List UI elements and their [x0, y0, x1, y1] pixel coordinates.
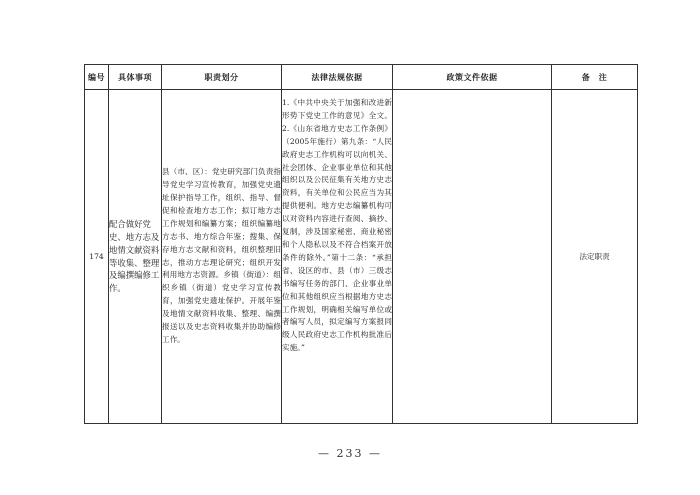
- page-number: — 233 —: [318, 447, 382, 460]
- row-policy: [393, 90, 552, 424]
- header-note: 备 注: [552, 65, 638, 90]
- row-item: 配合做好党史、地方志及地情文献资料等收集、整理及编撰编修工作。: [109, 90, 162, 424]
- responsibility-table: [84, 64, 638, 424]
- header-item: 具体事项: [109, 65, 162, 90]
- header-law: 法律法规依据: [282, 65, 393, 90]
- header-no: 编号: [85, 65, 109, 90]
- table-header-row: [85, 65, 638, 90]
- row-note: 法定职责: [552, 90, 638, 424]
- header-policy: 政策文件依据: [393, 65, 552, 90]
- row-number: 174: [85, 90, 109, 424]
- row-law: 1.《中共中央关于加强和改进新形势下党史工作的意见》全文。2.《山东省地方史志工作条例》（2005年施行）第九条：“人民政府史志工作机构可以向机关、社会团体、企业事业单位和其他组织以及公民征集有关地方史志资料，有关单位和公民应当为其提供便利。地方史志编纂机构可以对资料内容进行查阅、摘抄、复制，涉及国家秘密、商业秘密和个人隐私以及不符合档案开放条件的除外。”第十二条：“承担省、设区的市、县（市）三级志书编写任务的部门、企业事业单位和其他组织应当根据地方史志工作规划，明确相关编写单位或者编写人员，拟定编写方案报同级人民政府史志工作机构批准后实施。”: [282, 98, 392, 353]
- header-duty: 职责划分: [162, 65, 282, 90]
- row-duty: 县（市、区）：党史研究部门负责指导党史学习宣传教育，加强党史遗址保护指导工作，组织、指导、督促和检查地方志工作；拟订地方志工作规划和编纂方案；组织编纂地方志书、地方综合年鉴；搜集、保存地方志文献和资料，组织整理旧志，推动方志理论研究；组织开发利用地方志资源。乡镇（街道）：组织乡镇（街道）党史学习宣传教育，加强党史遗址保护。开展年鉴及地情文献资料收集、整理、编撰报送以及史志资料收集并协助编修工作。: [162, 90, 282, 424]
- table-row: [85, 90, 638, 424]
- row-law-cell: [282, 90, 393, 424]
